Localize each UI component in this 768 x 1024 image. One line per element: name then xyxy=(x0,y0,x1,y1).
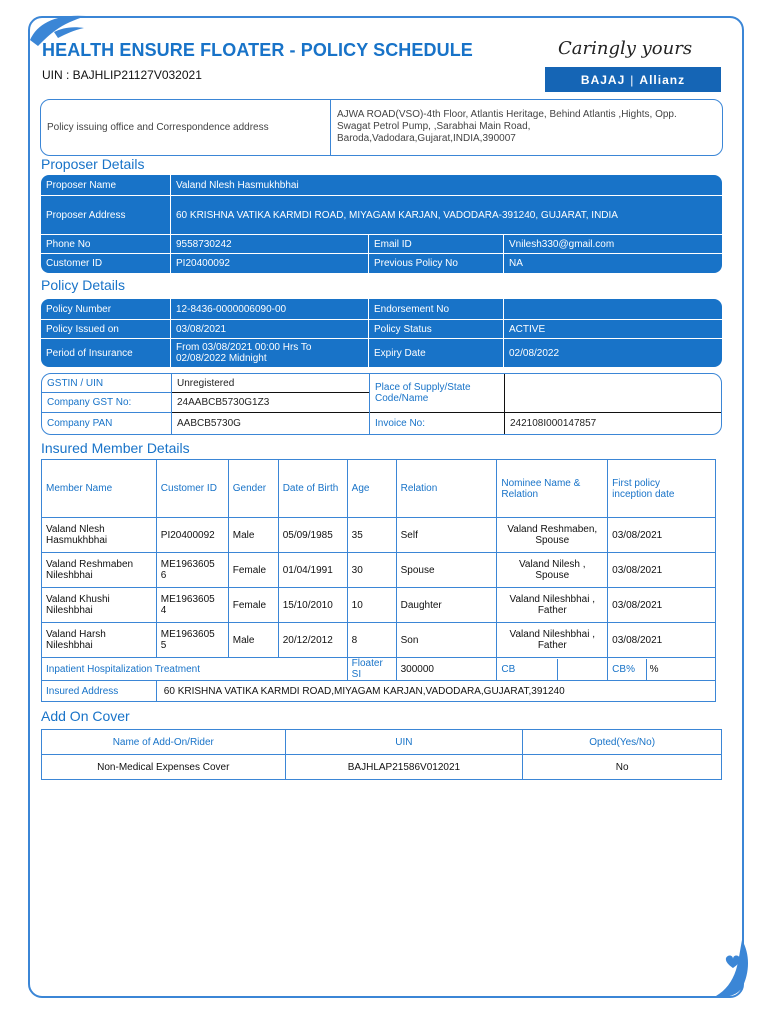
col-relation: Relation xyxy=(396,460,497,518)
office-address-line-3: Baroda,Vadodara,Gujarat,INDIA,390007 xyxy=(337,133,516,144)
table-row xyxy=(41,175,722,196)
treatment-label: Inpatient Hospitalization Treatment xyxy=(42,658,348,681)
member-dob: 15/10/2010 xyxy=(278,588,347,623)
col-gender: Gender xyxy=(228,460,278,518)
proposer-name-label: Proposer Name xyxy=(41,175,171,196)
member-inception: 03/08/2021 xyxy=(608,623,716,658)
customer-id-value: PI20400092 xyxy=(171,254,369,273)
member-customer-id-line-1: ME1963605 xyxy=(160,594,215,605)
member-nominee-line-1: Valand Nileshbhai , xyxy=(509,629,595,640)
endorsement-label: Endorsement No xyxy=(369,299,504,320)
product-uin: UIN : BAJHLIP21127V032021 xyxy=(42,68,202,82)
table-row xyxy=(41,235,722,254)
table-row xyxy=(42,755,722,780)
company-pan-value: AABCB5730G xyxy=(177,418,241,429)
expiry-value: 02/08/2022 xyxy=(504,339,722,367)
cb-pct-cells xyxy=(608,658,716,681)
member-name xyxy=(42,623,157,658)
table-row xyxy=(42,588,716,623)
member-name-line-1: Valand Khushi xyxy=(46,594,110,605)
policy-number-value: 12-8436-0000006090-00 xyxy=(171,299,369,320)
gst-supply-labels xyxy=(370,374,505,434)
member-nominee-line-2: Spouse xyxy=(535,535,570,546)
treatment-row xyxy=(42,658,716,681)
member-inception: 03/08/2021 xyxy=(608,553,716,588)
member-gender: Female xyxy=(228,553,278,588)
member-nominee xyxy=(497,518,608,553)
invoice-value: 242108I000147857 xyxy=(510,418,597,429)
hand-heart-icon xyxy=(712,938,752,1000)
policy-status-label: Policy Status xyxy=(369,320,504,339)
member-relation: Spouse xyxy=(396,553,497,588)
insured-address-value: 60 KRISHNA VATIKA KARMDI ROAD,MIYAGAM KARJAN,VADODARA,GUJARAT,391240 xyxy=(156,681,715,702)
member-customer-id-line-1: ME1963605 xyxy=(160,559,215,570)
col-addon-uin: UIN xyxy=(285,730,523,755)
member-nominee xyxy=(497,623,608,658)
member-gender: Male xyxy=(228,623,278,658)
office-address xyxy=(331,100,722,155)
member-age: 8 xyxy=(347,623,396,658)
proposer-address-label: Proposer Address xyxy=(41,196,171,235)
logo-left-text: BAJAJ xyxy=(580,72,626,87)
table-row xyxy=(41,339,722,367)
member-relation: Son xyxy=(396,623,497,658)
company-pan-label: Company PAN xyxy=(47,418,113,429)
invoice-label: Invoice No: xyxy=(375,418,426,429)
col-customer-id: Customer ID xyxy=(156,460,228,518)
addon-opted: No xyxy=(523,755,722,780)
col-age: Age xyxy=(347,460,396,518)
member-dob: 05/09/1985 xyxy=(278,518,347,553)
member-customer-id-line-2: 4 xyxy=(160,605,167,616)
policy-heading: Policy Details xyxy=(41,277,126,293)
previous-policy-value: NA xyxy=(504,254,722,273)
issued-on-label: Policy Issued on xyxy=(41,320,171,339)
member-nominee-line-1: Valand Nileshbhai , xyxy=(509,594,595,605)
logo-separator: | xyxy=(630,72,635,87)
member-nominee-line-2: Father xyxy=(537,605,567,616)
member-customer-id xyxy=(156,518,228,553)
member-gender: Male xyxy=(228,518,278,553)
gstin-value: Unregistered xyxy=(172,374,369,393)
table-row xyxy=(42,518,716,553)
bajaj-allianz-logo xyxy=(545,67,721,92)
gst-labels-column xyxy=(42,374,172,434)
supply-label-line-1: Place of Supply/State xyxy=(375,382,471,393)
member-customer-id-line-1: PI20400092 xyxy=(160,529,215,541)
member-age: 30 xyxy=(347,553,396,588)
cb-value xyxy=(558,659,607,680)
proposer-details-table xyxy=(41,175,722,273)
addon-heading: Add On Cover xyxy=(41,708,130,724)
addon-uin: BAJHLAP21586V012021 xyxy=(285,755,523,780)
office-address-box xyxy=(40,99,723,156)
member-nominee xyxy=(497,588,608,623)
table-row xyxy=(42,623,716,658)
proposer-heading: Proposer Details xyxy=(41,156,145,172)
member-customer-id-line-1: ME1963605 xyxy=(160,629,215,640)
member-name-line-2: Hasmukhbhai xyxy=(46,535,108,546)
addon-cover-table xyxy=(41,729,722,780)
table-header-row xyxy=(42,730,722,755)
proposer-name: Valand Nlesh Hasmukhbhai xyxy=(171,175,722,196)
members-heading: Insured Member Details xyxy=(41,440,190,456)
member-customer-id xyxy=(156,553,228,588)
office-label: Policy issuing office and Correspondence address xyxy=(41,100,331,155)
col-addon-name: Name of Add-On/Rider xyxy=(42,730,286,755)
table-row xyxy=(41,196,722,235)
period-line-2: 02/08/2022 Midnight xyxy=(176,353,267,364)
member-nominee-line-1: Valand Nilesh , xyxy=(519,559,586,570)
insured-members-table xyxy=(41,459,716,702)
member-name-line-2: Nileshbhai xyxy=(46,605,93,616)
col-inception-line-1: First policy xyxy=(612,477,660,489)
document-title: HEALTH ENSURE FLOATER - POLICY SCHEDULE xyxy=(42,40,473,60)
member-name xyxy=(42,588,157,623)
tagline: Caringly yours xyxy=(558,38,693,59)
col-dob: Date of Birth xyxy=(278,460,347,518)
cb-pct-label: CB% xyxy=(608,659,646,680)
member-nominee-line-2: Spouse xyxy=(535,570,570,581)
member-customer-id-line-2: 6 xyxy=(160,570,167,581)
supply-value xyxy=(505,374,721,413)
floater-si-label: Floater SI xyxy=(347,658,396,681)
member-name-line-2: Nileshbhai xyxy=(46,640,93,651)
member-name xyxy=(42,553,157,588)
company-gst-value: 24AABCB5730G1Z3 xyxy=(172,393,369,413)
table-row xyxy=(42,553,716,588)
col-inception-line-2: inception date xyxy=(612,488,675,500)
email-value: Vnilesh330@gmail.com xyxy=(504,235,722,254)
expiry-label: Expiry Date xyxy=(369,339,504,367)
col-nominee xyxy=(497,460,608,518)
previous-policy-label: Previous Policy No xyxy=(369,254,504,273)
member-name-line-1: Valand Reshmaben xyxy=(46,559,134,570)
member-inception: 03/08/2021 xyxy=(608,518,716,553)
email-label: Email ID xyxy=(369,235,504,254)
insured-address-label: Insured Address xyxy=(42,681,157,702)
member-name-line-1: Valand Harsh xyxy=(46,629,106,640)
member-customer-id xyxy=(156,623,228,658)
member-relation: Daughter xyxy=(396,588,497,623)
cb-pct-value: % xyxy=(649,663,659,675)
member-customer-id xyxy=(156,588,228,623)
col-addon-opted: Opted(Yes/No) xyxy=(523,730,722,755)
addon-name: Non-Medical Expenses Cover xyxy=(42,755,286,780)
endorsement-value xyxy=(504,299,722,320)
member-nominee xyxy=(497,553,608,588)
member-age: 35 xyxy=(347,518,396,553)
col-member-name: Member Name xyxy=(42,460,157,518)
col-inception xyxy=(608,460,716,518)
customer-id-label: Customer ID xyxy=(41,254,171,273)
phone-value: 9558730242 xyxy=(171,235,369,254)
issued-on-value: 03/08/2021 xyxy=(171,320,369,339)
member-nominee-line-1: Valand Reshmaben, xyxy=(507,524,598,535)
gst-details-box xyxy=(41,373,722,435)
gstin-label: GSTIN / UIN xyxy=(42,374,171,393)
member-age: 10 xyxy=(347,588,396,623)
member-relation: Self xyxy=(396,518,497,553)
col-nominee-line-1: Nominee Name & xyxy=(501,477,581,489)
cb-label: CB xyxy=(497,659,557,680)
member-dob: 01/04/1991 xyxy=(278,553,347,588)
member-name-line-1: Valand Nlesh xyxy=(46,524,105,535)
member-customer-id-line-2: 5 xyxy=(160,640,167,651)
table-row xyxy=(41,320,722,339)
period-value xyxy=(171,339,369,367)
phone-label: Phone No xyxy=(41,235,171,254)
office-address-line-2: Swagat Petrol Pump, ,Sarabhai Main Road, xyxy=(337,121,531,132)
cb-cells xyxy=(497,658,608,681)
gst-supply-values xyxy=(505,374,721,434)
logo-right-text: Allianz xyxy=(639,72,686,87)
member-nominee-line-2: Father xyxy=(537,640,567,651)
member-name-line-2: Nileshbhai xyxy=(46,570,93,581)
period-line-1: From 03/08/2021 00:00 Hrs To xyxy=(176,342,312,353)
table-row xyxy=(41,254,722,273)
policy-number-label: Policy Number xyxy=(41,299,171,320)
gst-values-column xyxy=(172,374,370,434)
insured-address-row xyxy=(42,681,716,702)
office-address-line-1: AJWA ROAD(VSO)-4th Floor, Atlantis Heritage, Behind Atlantis ,Hights, Opp. xyxy=(337,109,677,120)
period-label: Period of Insurance xyxy=(41,339,171,367)
member-inception: 03/08/2021 xyxy=(608,588,716,623)
supply-label xyxy=(370,374,504,413)
member-gender: Female xyxy=(228,588,278,623)
member-dob: 20/12/2012 xyxy=(278,623,347,658)
floater-si-value: 300000 xyxy=(396,658,497,681)
proposer-address: 60 KRISHNA VATIKA KARMDI ROAD, MIYAGAM KARJAN, VADODARA-391240, GUJARAT, INDIA xyxy=(171,196,722,235)
col-nominee-line-2: Relation xyxy=(501,488,539,500)
policy-details-table xyxy=(41,299,722,367)
supply-label-line-2: Code/Name xyxy=(375,393,429,404)
table-row xyxy=(41,299,722,320)
company-gst-label: Company GST No: xyxy=(42,393,171,413)
policy-status-value: ACTIVE xyxy=(504,320,722,339)
member-name xyxy=(42,518,157,553)
table-header-row xyxy=(42,460,716,518)
